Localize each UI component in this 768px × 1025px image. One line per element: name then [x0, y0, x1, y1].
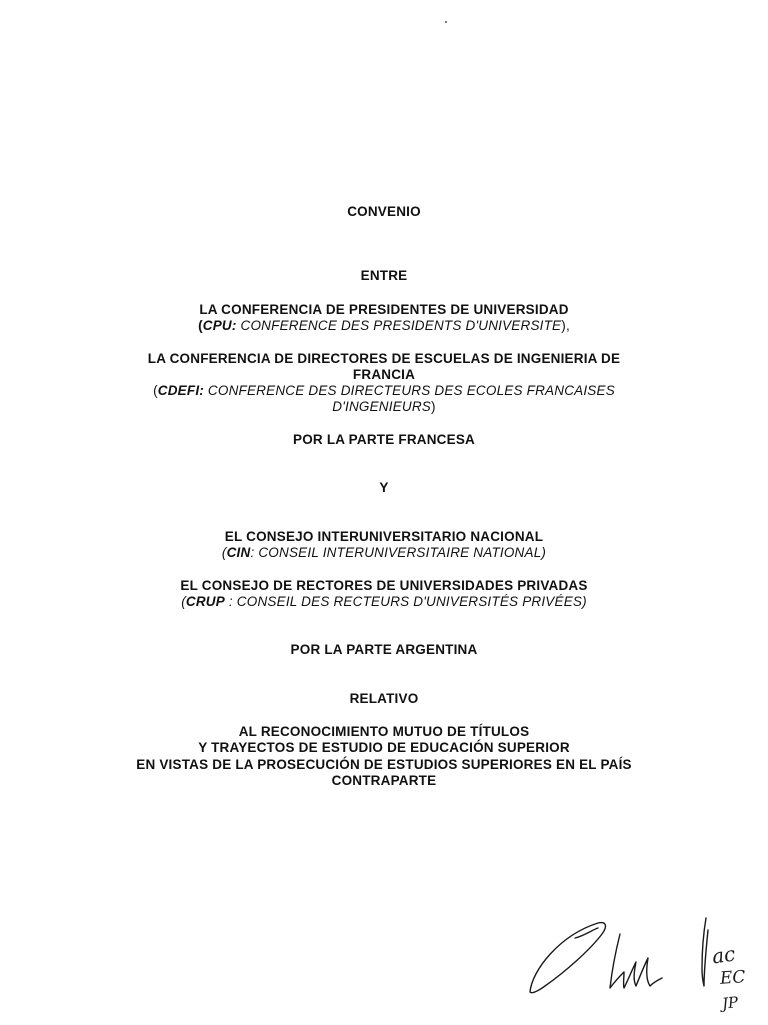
cpu-abbr: CPU:	[202, 318, 237, 333]
subject-line1: AL RECONOCIMIENTO MUTUO DE TÍTULOS	[238, 724, 530, 739]
cin-name: EL CONSEJO INTERUNIVERSITARIO NACIONAL	[224, 529, 544, 544]
cdefi-abbr: CDEFI:	[157, 383, 204, 398]
between-label: ENTRE	[360, 268, 408, 283]
crup-full: : CONSEIL DES RECTEURS D'UNIVERSITÉS PRIVÉES)	[224, 594, 587, 609]
subject-line3: EN VISTAS DE LA PROSECUCIÓN DE ESTUDIOS SUPERIORES EN EL PAÍS	[136, 757, 632, 772]
crup-name: EL CONSEJO DE RECTORES DE UNIVERSIDADES PRIVADAS	[180, 578, 588, 593]
crup-full-name	[0, 594, 768, 610]
cin-open-paren: (	[221, 545, 227, 560]
crup-open-paren: (	[181, 594, 186, 609]
signature-loop-1-stroke	[575, 928, 598, 938]
initials-3: JP	[721, 993, 740, 1013]
crup-abbr: CRUP	[185, 594, 225, 609]
initials-1: ac	[710, 941, 737, 969]
cdefi-name-line1: LA CONFERENCIA DE DIRECTORES DE ESCUELAS DE INGENIERIA DE	[147, 351, 621, 366]
initials-column	[710, 941, 768, 1025]
cdefi-full-line2	[0, 399, 768, 415]
subject-line2: Y TRAYECTOS DE ESTUDIO DE EDUCACIÓN SUPERIOR	[198, 740, 570, 755]
document-title: CONVENIO	[347, 204, 421, 219]
cpu-full: CONFERENCE DES PRESIDENTS D'UNIVERSITE	[236, 318, 562, 333]
subject-line4: CONTRAPARTE	[331, 773, 437, 788]
signature-loop-1	[530, 923, 605, 993]
cpu-open-paren: (	[198, 318, 203, 333]
initials-2: EC	[719, 967, 747, 989]
cdefi-name-line2: FRANCIA	[352, 367, 416, 382]
cpu-full-name	[0, 318, 768, 334]
cdefi-full-line1	[0, 383, 768, 399]
cdefi-open-paren: (	[153, 383, 158, 398]
cpu-name: LA CONFERENCIA DE PRESIDENTES DE UNIVERSIDAD	[199, 302, 569, 317]
argentine-side-label: POR LA PARTE ARGENTINA	[290, 642, 478, 657]
signature-3	[702, 918, 708, 986]
signature-2	[610, 934, 662, 988]
cin-abbr: CIN	[226, 545, 251, 560]
relative-label: RELATIVO	[349, 691, 419, 706]
cdefi-close: )	[431, 399, 436, 414]
french-side-label: POR LA PARTE FRANCESA	[293, 432, 475, 447]
cdefi-full-2: D'INGENIEURS	[332, 399, 432, 414]
cin-full: : CONSEIL INTERUNIVERSITAIRE NATIONAL)	[250, 545, 547, 560]
and-label: Y	[379, 480, 389, 495]
cin-full-name	[0, 545, 768, 561]
cpu-close: ),	[561, 318, 570, 333]
cdefi-full: CONFERENCE DES DIRECTEURS DES ECOLES FRANCAISES	[203, 383, 615, 398]
